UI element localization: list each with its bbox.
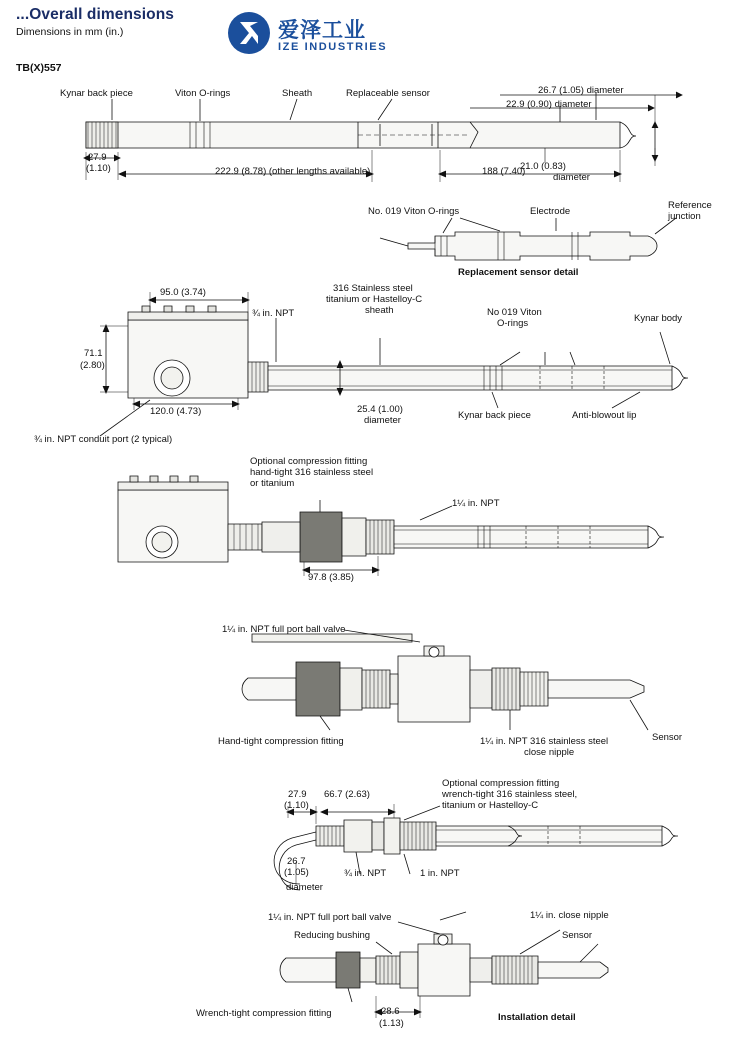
label-wrench-fitting-2: wrench-tight 316 stainless steel,	[442, 789, 578, 800]
dim-26-7-diameter-fig6: diameter	[286, 882, 323, 893]
page-subtitle: Dimensions in mm (in.)	[16, 26, 124, 38]
label-conduit-port: ¾ in. NPT conduit port (2 typical)	[34, 434, 173, 445]
label-kynar-back-piece: Kynar back piece	[60, 88, 133, 99]
label-wrench-fitting-3: titanium or Hastelloy-C	[442, 800, 539, 811]
dim-26-7-inch-fig6: (1.05)	[284, 867, 309, 878]
dim-27-9-inch: (1.10)	[86, 163, 111, 174]
label-ball-valve-fig7: 1¼ in. NPT full port ball valve	[268, 912, 392, 923]
caption-replacement-sensor-detail: Replacement sensor detail	[458, 267, 579, 278]
label-electrode: Electrode	[530, 206, 571, 217]
label-replaceable-sensor: Replaceable sensor	[346, 88, 430, 99]
dim-21-0-diameter: diameter	[553, 172, 590, 183]
dim-97-8: 97.8 (3.85)	[308, 572, 354, 583]
dim-22-9-diameter: 22.9 (0.90) diameter	[506, 99, 592, 110]
dim-71-1: 71.1	[84, 348, 103, 359]
label-npt-34: ¾ in. NPT	[252, 308, 295, 319]
model-number: TB(X)557	[16, 62, 62, 74]
label-wrench-fitting-1: Optional compression fitting	[442, 778, 560, 789]
dim-21-0: 21.0 (0.83)	[520, 161, 566, 172]
label-sheath-material-1: 316 Stainless steel	[333, 283, 413, 294]
dim-25-4: 25.4 (1.00)	[357, 404, 403, 415]
dim-95-0: 95.0 (3.74)	[160, 287, 206, 298]
label-optional-fitting-2: hand-tight 316 stainless steel	[250, 467, 374, 478]
dim-28-6-inch: (1.13)	[379, 1018, 404, 1029]
label-optional-fitting-1: Optional compression fitting	[250, 456, 368, 467]
dim-222-9: 222.9 (8.78) (other lengths available)	[215, 166, 371, 177]
label-close-nipple-1: 1¼ in. NPT 316 stainless steel	[480, 736, 609, 747]
dim-120-0: 120.0 (4.73)	[150, 406, 202, 417]
label-019-viton-1: No 019 Viton	[487, 307, 542, 318]
label-sheath: Sheath	[282, 88, 313, 99]
label-reference-junction: Reference	[668, 200, 712, 211]
label-npt-1-fig6: 1 in. NPT	[420, 868, 460, 879]
label-wrench-tight-fitting: Wrench-tight compression fitting	[196, 1008, 332, 1019]
dim-71-1-inch: (2.80)	[80, 360, 105, 371]
label-sensor-fig5: Sensor	[652, 732, 683, 743]
dim-188: 188 (7.40)	[482, 166, 526, 177]
dim-25-4-diameter: diameter	[364, 415, 401, 426]
label-close-nipple-2: close nipple	[524, 747, 575, 758]
dim-27-9-fig6: 27.9	[288, 789, 307, 800]
logo-text-cn: 爱泽工业	[278, 19, 366, 42]
label-019-viton-orings: No. 019 Viton O-rings	[368, 206, 460, 217]
caption-installation-detail: Installation detail	[498, 1012, 576, 1023]
label-kynar-body: Kynar body	[634, 313, 683, 324]
label-hand-tight-fitting: Hand-tight compression fitting	[218, 736, 344, 747]
label-npt-114: 1¼ in. NPT	[452, 498, 500, 509]
label-sensor-fig7: Sensor	[562, 930, 593, 941]
dim-28-6: 28.6	[381, 1006, 400, 1017]
label-019-viton-2: O-rings	[497, 318, 529, 329]
dim-27-9: 27.9	[88, 152, 107, 163]
logo-text-en: IZE INDUSTRIES	[278, 41, 388, 53]
dim-26-7-diameter: 26.7 (1.05) diameter	[538, 85, 624, 96]
dim-66-7: 66.7 (2.63)	[324, 789, 370, 800]
page-title: ...Overall dimensions	[16, 6, 175, 23]
label-npt-34-fig6: ¾ in. NPT	[344, 868, 387, 879]
label-optional-fitting-3: or titanium	[250, 478, 295, 489]
label-kynar-back-piece-2: Kynar back piece	[458, 410, 531, 421]
dim-27-9-inch-fig6: (1.10)	[284, 800, 309, 811]
label-reference-junction-2: junction	[668, 211, 701, 222]
label-close-nipple-fig7: 1¼ in. close nipple	[530, 910, 609, 921]
label-sheath-material-2: titanium or Hastelloy-C	[326, 294, 423, 305]
label-reducing-bushing: Reducing bushing	[294, 930, 371, 941]
label-anti-blowout-lip: Anti-blowout lip	[572, 410, 637, 421]
dim-26-7-fig6: 26.7	[287, 856, 306, 867]
label-viton-orings: Viton O-rings	[175, 88, 231, 99]
label-ball-valve: 1¼ in. NPT full port ball valve	[222, 624, 346, 635]
label-sheath-material-3: sheath	[365, 305, 394, 316]
